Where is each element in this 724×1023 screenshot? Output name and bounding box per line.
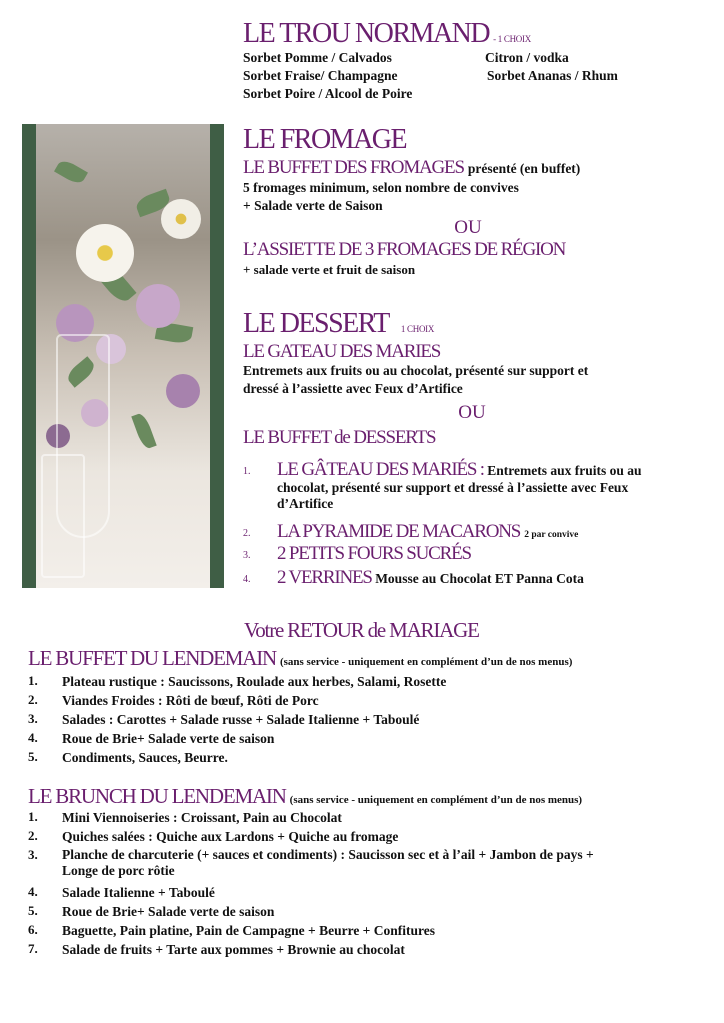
trou-item-2: Sorbet Fraise/ Champagne (243, 68, 398, 83)
trou-item-1: Sorbet Pomme / Calvados (243, 50, 392, 65)
list-item: 1. Mini Viennoiseries : Croissant, Pain au Chocolat (28, 809, 342, 825)
flower-bouquet-photo (22, 124, 224, 588)
brunch-lendemain-title: LE BRUNCH DU LENDEMAIN (28, 784, 286, 808)
retour-title: Votre RETOUR de MARIAGE (244, 618, 479, 642)
dessert-gateau-title: LE GATEAU DES MARIES (243, 341, 441, 362)
fromage-buffet-line1: 5 fromages minimum, selon nombre de convives (243, 180, 519, 195)
fromage-assiette-line: + salade verte et fruit de saison (243, 262, 416, 277)
buffet-lendemain-heading (28, 648, 572, 670)
trou-normand-choice: - 1 CHOIX (493, 34, 531, 44)
fromage-buffet-note: présenté (en buffet) (467, 161, 581, 176)
dessert-gateau-line1: Entremets aux fruits ou au chocolat, présenté sur support et (243, 363, 589, 378)
list-item: 4. Roue de Brie+ Salade verte de saison (28, 730, 275, 746)
dessert-choice: 1 CHOIX (400, 324, 435, 334)
trou-item-3: Sorbet Poire / Alcool de Poire (243, 86, 413, 101)
trou-item-5: Sorbet Ananas / Rhum (487, 68, 618, 83)
fromage-buffet-heading (243, 158, 580, 178)
list-item: 6. Baguette, Pain platine, Pain de Campagne + Beurre + Confitures (28, 922, 436, 938)
buffet-lendemain-list (28, 673, 447, 768)
fromage-buffet-line2: + Salade verte de Saison (243, 198, 383, 213)
brunch-lendemain-heading (28, 786, 582, 808)
list-item: 5. Condiments, Sauces, Beurre. (28, 749, 228, 765)
list-item: 2. Viandes Froides : Rôti de bœuf, Rôti de Porc (28, 692, 319, 708)
buffet-lendemain-note: (sans service - uniquement en complément d’un de nos menus) (279, 656, 573, 668)
list-item: 5. Roue de Brie+ Salade verte de saison (28, 903, 275, 919)
trou-normand-title: LE TROU NORMAND (243, 18, 490, 49)
section-dessert (243, 310, 434, 338)
dessert-buffet-title: LE BUFFET de DESSERTS (243, 427, 436, 448)
section-trou-normand (243, 20, 531, 48)
dessert-list-item: 2. LA PYRAMIDE DE MACARONS 2 par convive (243, 521, 579, 542)
list-item: 2. Quiches salées : Quiche aux Lardons + Quiche au fromage (28, 828, 399, 844)
fromage-title: LE FROMAGE (243, 124, 407, 155)
dessert-ou: OU (458, 402, 486, 423)
list-item: 3. Salades : Carottes + Salade russe + Salade Italienne + Taboulé (28, 711, 420, 727)
fromage-buffet-title: LE BUFFET DES FROMAGES (243, 157, 464, 178)
dessert-list-item: 4. 2 VERRINES Mousse au Chocolat ET Panna Cota (243, 567, 584, 588)
list-item: 3. Planche de charcuterie (+ sauces et condiments) : Saucisson sec et à l’ail + Jambon de pays + Longe de porc rôtie (28, 847, 594, 879)
dessert-list (243, 459, 642, 590)
brunch-lendemain-list (28, 809, 594, 960)
dessert-list-item: 1. LE GÂTEAU DES MARIÉS : Entremets aux fruits ou au chocolat, présenté sur support et dressé à l’assiette avec Feux d’Artifice (243, 459, 642, 512)
list-item: 4. Salade Italienne + Taboulé (28, 884, 215, 900)
brunch-lendemain-note: (sans service - uniquement en complément d’un de nos menus) (289, 794, 583, 806)
list-item: 1. Plateau rustique : Saucissons, Roulade aux herbes, Salami, Rosette (28, 673, 447, 689)
dessert-gateau-line2: dressé à l’assiette avec Feux d’Artifice (243, 381, 463, 396)
dessert-title: LE DESSERT (243, 308, 389, 339)
buffet-lendemain-title: LE BUFFET DU LENDEMAIN (28, 646, 276, 670)
list-item: 7. Salade de fruits + Tarte aux pommes + Brownie au chocolat (28, 941, 405, 957)
dessert-list-item: 3. 2 PETITS FOURS SUCRÉS (243, 543, 471, 564)
fromage-assiette-title: L’ASSIETTE DE 3 FROMAGES DE RÉGION (243, 239, 566, 260)
fromage-ou: OU (454, 217, 482, 238)
trou-item-4: Citron / vodka (485, 50, 569, 65)
